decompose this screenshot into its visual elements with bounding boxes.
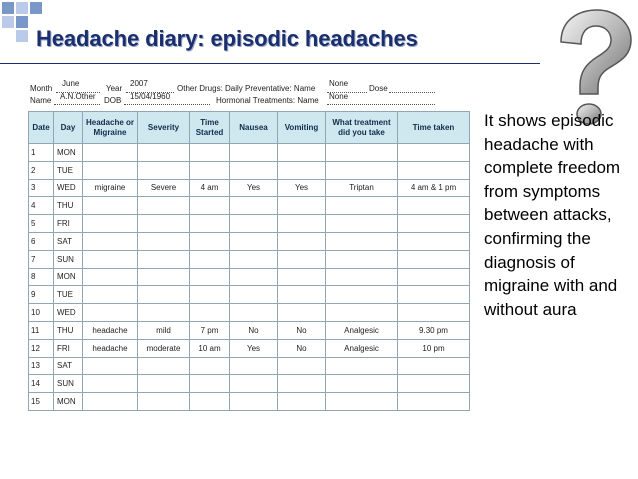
table-row — [29, 161, 470, 179]
table-cell — [398, 215, 470, 233]
decor-square — [2, 2, 14, 14]
table-cell — [230, 268, 278, 286]
table-cell: 9.30 pm — [398, 321, 470, 339]
table-cell — [326, 304, 398, 322]
table-row — [29, 339, 470, 357]
table-cell — [398, 197, 470, 215]
table-cell — [398, 268, 470, 286]
table-cell — [190, 215, 230, 233]
table-cell — [278, 304, 326, 322]
table-row — [29, 286, 470, 304]
table-cell — [230, 304, 278, 322]
table-cell: Yes — [278, 179, 326, 197]
table-cell: MON — [54, 268, 83, 286]
year-value: 2007 — [130, 79, 148, 88]
table-cell — [326, 268, 398, 286]
table-cell: 7 — [29, 250, 54, 268]
headache-diary-table — [28, 111, 470, 411]
table-cell — [83, 304, 138, 322]
table-cell — [278, 393, 326, 411]
table-cell — [278, 375, 326, 393]
table-row — [29, 304, 470, 322]
table-cell — [278, 250, 326, 268]
table-cell — [326, 215, 398, 233]
table-cell — [326, 393, 398, 411]
table-row — [29, 393, 470, 411]
table-cell: 6 — [29, 232, 54, 250]
table-cell: 5 — [29, 215, 54, 233]
decor-square — [30, 2, 42, 14]
table-cell — [326, 250, 398, 268]
table-row — [29, 268, 470, 286]
table-cell — [278, 144, 326, 162]
table-cell — [230, 357, 278, 375]
other-drugs-value: None — [329, 79, 349, 88]
column-header: Severity — [138, 112, 190, 144]
table-cell — [138, 197, 190, 215]
table-cell: 1 — [29, 144, 54, 162]
table-cell — [190, 357, 230, 375]
table-cell — [138, 250, 190, 268]
table-cell: TUE — [54, 286, 83, 304]
table-cell: 7 pm — [190, 321, 230, 339]
table-cell — [83, 232, 138, 250]
table-cell: 8 — [29, 268, 54, 286]
table-cell: WED — [54, 304, 83, 322]
table-cell — [190, 375, 230, 393]
table-body — [29, 144, 470, 411]
column-header: Nausea — [230, 112, 278, 144]
table-cell: 4 am & 1 pm — [398, 179, 470, 197]
table-cell — [190, 232, 230, 250]
table-cell: 11 — [29, 321, 54, 339]
table-cell — [398, 161, 470, 179]
table-cell: No — [230, 321, 278, 339]
table-cell — [138, 215, 190, 233]
dose-dots — [389, 92, 435, 93]
month-value: June — [62, 79, 80, 88]
table-cell — [278, 215, 326, 233]
dob-value: 15/04/1960 — [130, 92, 171, 101]
table-cell — [138, 393, 190, 411]
table-row — [29, 232, 470, 250]
table-cell: Analgesic — [326, 321, 398, 339]
table-cell — [278, 286, 326, 304]
table-cell — [230, 161, 278, 179]
table-row — [29, 250, 470, 268]
table-cell — [138, 144, 190, 162]
table-cell: THU — [54, 197, 83, 215]
table-cell: 2 — [29, 161, 54, 179]
decor-square — [2, 16, 14, 28]
decor-square — [16, 30, 28, 42]
column-header: Day — [54, 112, 83, 144]
table-cell — [326, 357, 398, 375]
dose-label: Dose — [369, 84, 388, 93]
table-cell — [190, 144, 230, 162]
table-cell: MON — [54, 144, 83, 162]
table-cell — [230, 286, 278, 304]
table-cell — [190, 286, 230, 304]
table-cell — [398, 250, 470, 268]
table-cell — [398, 375, 470, 393]
table-cell — [326, 286, 398, 304]
month-label: Month — [30, 84, 53, 93]
table-cell — [326, 197, 398, 215]
table-cell — [398, 144, 470, 162]
table-cell — [83, 197, 138, 215]
table-cell — [230, 232, 278, 250]
table-cell: 15 — [29, 393, 54, 411]
table-cell — [278, 161, 326, 179]
table-cell — [138, 161, 190, 179]
table-cell: SAT — [54, 357, 83, 375]
table-cell — [278, 357, 326, 375]
table-cell: SUN — [54, 375, 83, 393]
table-cell — [190, 161, 230, 179]
table-cell: SUN — [54, 250, 83, 268]
table-cell: SAT — [54, 232, 83, 250]
name-label: Name — [30, 96, 52, 105]
table-row — [29, 215, 470, 233]
table-cell — [83, 161, 138, 179]
hormonal-dots — [327, 104, 435, 105]
table-cell — [190, 268, 230, 286]
table-cell — [83, 393, 138, 411]
table-cell: FRI — [54, 339, 83, 357]
table-cell — [230, 393, 278, 411]
table-cell — [326, 161, 398, 179]
table-row — [29, 357, 470, 375]
table-cell — [138, 375, 190, 393]
table-cell: No — [278, 321, 326, 339]
dob-label: DOB — [104, 96, 122, 105]
table-cell — [398, 304, 470, 322]
column-header: Date — [29, 112, 54, 144]
table-cell: headache — [83, 321, 138, 339]
table-cell — [230, 197, 278, 215]
table-cell — [398, 286, 470, 304]
table-cell — [230, 250, 278, 268]
table-cell — [230, 375, 278, 393]
table-cell: 9 — [29, 286, 54, 304]
column-header: Vomiting — [278, 112, 326, 144]
title-divider — [0, 63, 540, 64]
column-header: What treatment did you take — [326, 112, 398, 144]
table-cell: 12 — [29, 339, 54, 357]
table-cell — [83, 215, 138, 233]
table-cell — [190, 197, 230, 215]
table-cell: THU — [54, 321, 83, 339]
table-row — [29, 375, 470, 393]
table-cell: 10 am — [190, 339, 230, 357]
name-dots — [54, 104, 100, 105]
table-cell — [278, 232, 326, 250]
table-cell: WED — [54, 179, 83, 197]
name-value: A.N.Other — [60, 92, 96, 101]
table-cell: mild — [138, 321, 190, 339]
table-cell — [83, 357, 138, 375]
slide-title: Headache diary: episodic headaches — [36, 26, 418, 51]
table-cell — [138, 232, 190, 250]
table-cell — [83, 268, 138, 286]
diary-header-line-1 — [30, 84, 52, 93]
table-cell — [230, 144, 278, 162]
table-cell: 4 am — [190, 179, 230, 197]
table-cell: moderate — [138, 339, 190, 357]
table-cell: 10 pm — [398, 339, 470, 357]
table-cell: 13 — [29, 357, 54, 375]
column-header: Headache or Migraine — [83, 112, 138, 144]
table-cell — [398, 357, 470, 375]
table-cell — [278, 197, 326, 215]
year-label: Year — [106, 84, 123, 93]
table-cell: TUE — [54, 161, 83, 179]
slide-body-text: It shows episodic headache with complete freedom from symptoms between attacks, confirming the diagnosis of migraine with and without aura — [484, 111, 621, 319]
table-cell: Analgesic — [326, 339, 398, 357]
table-cell: 4 — [29, 197, 54, 215]
table-cell: 14 — [29, 375, 54, 393]
table-cell — [138, 357, 190, 375]
column-header: Time taken — [398, 112, 470, 144]
table-cell — [83, 286, 138, 304]
decor-square — [16, 16, 28, 28]
table-cell — [138, 286, 190, 304]
table-cell — [190, 250, 230, 268]
table-cell — [83, 144, 138, 162]
table-row — [29, 321, 470, 339]
table-cell: headache — [83, 339, 138, 357]
hormonal-label: Hormonal Treatments: Name — [216, 96, 319, 105]
table-row — [29, 197, 470, 215]
table-cell — [83, 375, 138, 393]
hormonal-value: None — [329, 92, 349, 101]
table-cell: migraine — [83, 179, 138, 197]
table-cell — [230, 215, 278, 233]
table-cell — [326, 375, 398, 393]
table-cell: MON — [54, 393, 83, 411]
table-cell — [190, 393, 230, 411]
table-cell — [278, 268, 326, 286]
table-row — [29, 144, 470, 162]
table-cell — [398, 232, 470, 250]
table-cell — [398, 393, 470, 411]
table-cell: 3 — [29, 179, 54, 197]
table-cell: FRI — [54, 215, 83, 233]
table-cell: No — [278, 339, 326, 357]
table-header-row — [29, 112, 470, 144]
table-cell: 10 — [29, 304, 54, 322]
table-cell: Yes — [230, 339, 278, 357]
column-header: Time Started — [190, 112, 230, 144]
other-drugs-label: Other Drugs: Daily Preventative: Name — [177, 84, 316, 93]
decor-square — [16, 2, 28, 14]
table-cell — [138, 268, 190, 286]
table-cell — [138, 304, 190, 322]
table-cell — [83, 250, 138, 268]
table-cell — [190, 304, 230, 322]
table-row — [29, 179, 470, 197]
table-cell: Severe — [138, 179, 190, 197]
dob-dots — [124, 104, 210, 105]
table-cell: Triptan — [326, 179, 398, 197]
table-cell — [326, 144, 398, 162]
table-cell: Yes — [230, 179, 278, 197]
table-cell — [326, 232, 398, 250]
